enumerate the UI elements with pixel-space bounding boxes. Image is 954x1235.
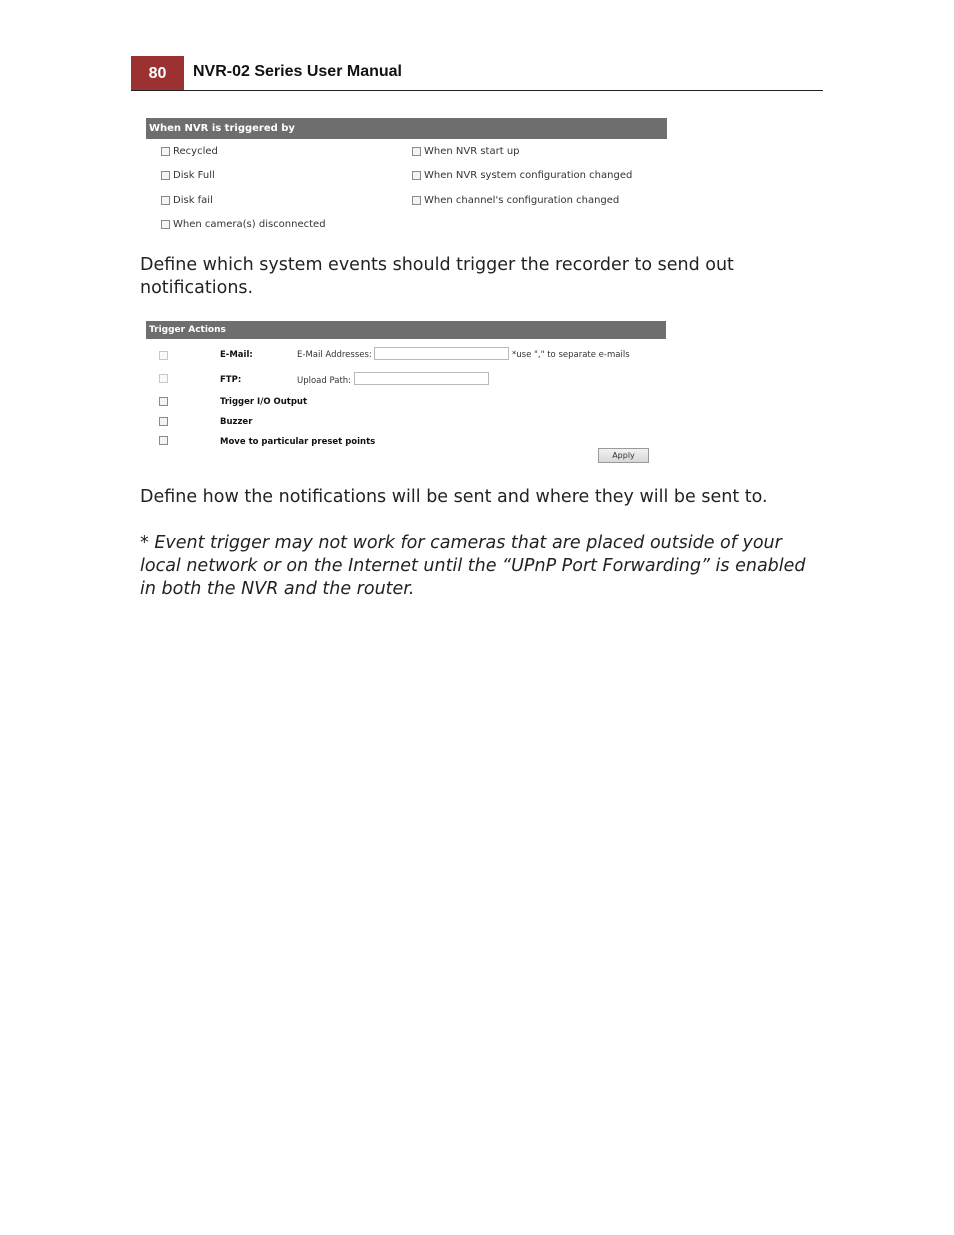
checkbox-camera-disconnected[interactable]	[161, 220, 170, 229]
email-label: E-Mail:	[220, 350, 253, 360]
option-channel-config-changed[interactable]	[412, 195, 619, 206]
preset-points-label: Move to particular preset points	[220, 437, 376, 447]
option-system-config-changed[interactable]	[412, 170, 632, 181]
header-divider	[131, 90, 823, 91]
checkbox-disk-fail[interactable]	[161, 196, 170, 205]
paragraph-action-description: Define how the notifications will be sent and where they will be sent to.	[140, 487, 768, 507]
trigger-panel-title: When NVR is triggered by	[149, 123, 295, 134]
trigger-panel-header	[146, 118, 667, 139]
upload-path-label: Upload Path:	[297, 376, 352, 386]
checkbox-ftp[interactable]	[159, 374, 168, 383]
actions-panel-header	[146, 321, 666, 339]
checkbox-nvr-start-up[interactable]	[412, 147, 421, 156]
trigger-io-label: Trigger I/O Output	[220, 397, 308, 407]
email-addresses-label: E-Mail Addresses:	[297, 350, 372, 360]
ftp-label: FTP:	[220, 375, 242, 385]
checkbox-disk-full[interactable]	[161, 171, 170, 180]
option-camera-disconnected[interactable]	[161, 219, 326, 230]
checkbox-recycled[interactable]	[161, 147, 170, 156]
option-nvr-start-up[interactable]	[412, 146, 520, 157]
option-label: When camera(s) disconnected	[173, 219, 326, 230]
option-label: When NVR start up	[424, 146, 520, 157]
upnp-note: * Event trigger may not work for cameras that are placed outside of your local network or on the Internet until the “UPnP Port Forwarding” is enabled in both the NVR and the router.	[140, 533, 806, 599]
paragraph-trigger-description: Define which system events should trigger the recorder to send out notifications.	[140, 255, 734, 298]
option-label: When channel's configuration changed	[424, 195, 620, 206]
option-label: Recycled	[173, 146, 218, 157]
checkbox-preset-points[interactable]	[159, 436, 168, 445]
apply-button[interactable]: Apply	[598, 448, 649, 463]
upload-path-input[interactable]	[354, 372, 489, 385]
option-disk-full[interactable]	[161, 170, 215, 181]
option-label: Disk fail	[173, 195, 213, 206]
checkbox-channel-config-changed[interactable]	[412, 196, 421, 205]
option-recycled[interactable]	[161, 146, 218, 157]
buzzer-label: Buzzer	[220, 417, 253, 427]
email-addresses-input[interactable]	[374, 347, 509, 360]
page-number: 80	[131, 56, 184, 91]
document-title: NVR-02 Series User Manual	[193, 63, 402, 80]
option-label: Disk Full	[173, 170, 215, 181]
actions-panel-title: Trigger Actions	[149, 325, 226, 335]
checkbox-email[interactable]	[159, 351, 168, 360]
checkbox-buzzer[interactable]	[159, 417, 168, 426]
checkbox-system-config-changed[interactable]	[412, 171, 421, 180]
option-label: When NVR system configuration changed	[424, 170, 633, 181]
option-disk-fail[interactable]	[161, 195, 213, 206]
checkbox-trigger-io[interactable]	[159, 397, 168, 406]
email-hint: *use "," to separate e-mails	[512, 350, 630, 360]
